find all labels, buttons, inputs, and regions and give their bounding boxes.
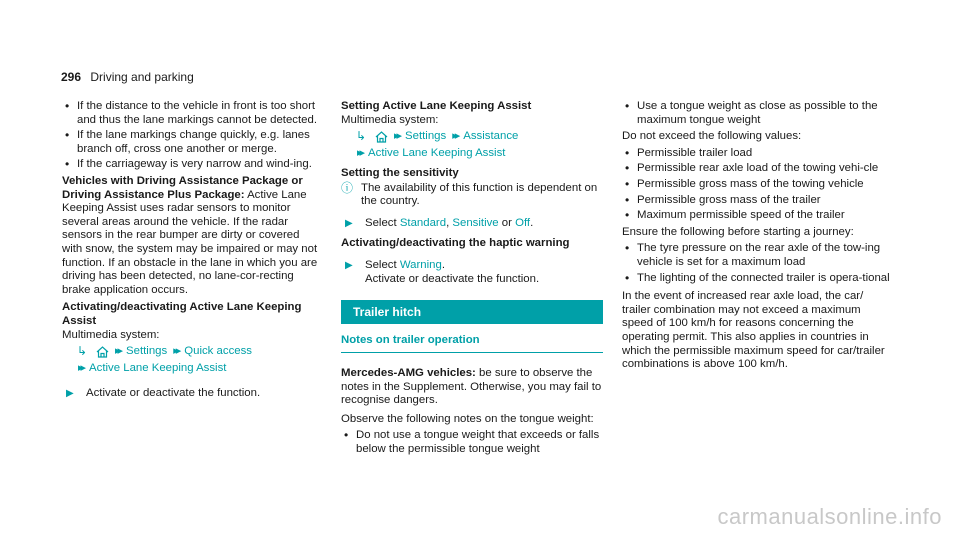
haptic-action [365,259,539,286]
list-item: • If the carriageway is very narrow and wind-ing. [62,158,322,172]
multimedia-label: Multimedia system: [341,113,439,126]
list-item: • The lighting of the connected trailer is opera-tional [622,272,890,286]
path-active-lane-keeping-assist[interactable]: Active Lane Keeping Assist [368,146,506,159]
select-prefix: Select [365,216,400,229]
return-arrow-icon: ↳ [355,128,367,143]
sensitivity-heading: Setting the sensitivity [341,167,459,180]
option-warning[interactable]: Warning [399,259,442,272]
action-step [341,259,603,286]
menu-path [341,128,603,162]
action-triangle-icon: ▶ [66,388,74,400]
separator: . [441,259,445,272]
final-paragraph: In the event of increased rear axle load, the car/ trailer combination may not exceed a maximum speed of 100 km/h for reasons concerning the operating permit. This also applies in countries in which the permissible maximum speed for car/trailer combinations is above 100 km/h. [622,290,885,371]
option-sensitive[interactable]: Sensitive [452,216,499,229]
path-active-lane-keeping-assist[interactable]: Active Lane Keeping Assist [89,361,227,374]
section-title: Driving and parking [90,70,194,84]
column-3 [622,100,890,375]
list-item: • If the lane markings change quickly, e.g. lanes branch off, cross one another or merge. [62,129,322,156]
observe-paragraph: Observe the following notes on the tongue weight: [341,412,594,425]
column-1 [62,100,322,407]
info-icon: ⓘ [341,180,354,195]
action-text: Activate or deactivate the function. [86,387,261,400]
do-not-exceed: Do not exceed the following values: [622,130,802,143]
vehicles-bold: Vehicles with Driving Assistance Package or Driving Assistance Plus Package: [62,174,303,201]
amg-bold: Mercedes-AMG vehicles: [341,366,476,379]
option-standard[interactable]: Standard [399,216,447,229]
list-item: • If the distance to the vehicle in front is too short and thus the lane markings cannot be detected. [62,100,322,127]
list-item: • Permissible rear axle load of the towing vehi-cle [622,162,890,176]
list-item: • Permissible gross mass of the trailer [622,194,890,208]
action-step [341,217,603,231]
action-triangle-icon: ▶ [345,260,353,272]
ensure-paragraph: Ensure the following before starting a journey: [622,225,854,238]
path-quick-access[interactable]: Quick access [184,344,252,357]
tongue-weight-list-continued [622,100,890,127]
double-chevron-icon: ▸▸ [452,129,458,142]
select-prefix: Select [365,259,400,272]
list-item: • The tyre pressure on the rear axle of the tow-ing vehicle is set for a maximum load [622,242,890,269]
double-chevron-icon: ▸▸ [394,129,400,142]
list-item: • Do not use a tongue weight that exceeds or falls below the permissible tongue weight [341,429,603,456]
path-settings[interactable]: Settings [405,129,447,142]
list-item: • Permissible gross mass of the towing vehicle [622,178,890,192]
multimedia-label: Multimedia system: [62,328,160,341]
haptic-heading: Activating/deactivating the haptic warning [341,236,570,249]
vehicles-text: Active Lane Keeping Assist uses radar sensors to monitor several areas around the vehicle. If the radar sensors in the rear bumper are dirty or covered with snow, the system may be impaired or may not function. If an obstacle in the lane in which you are driving has been detected, no lane-cor-recting brake application occurs. [62,188,318,296]
home-icon [96,346,109,358]
separator: . [530,216,534,229]
info-note [341,182,603,209]
list-item: • Use a tongue weight as close as possible to the maximum tongue weight [622,100,890,127]
separator: or [498,216,516,229]
limits-list [622,147,890,223]
haptic-action-text: Activate or deactivate the function. [365,272,540,285]
double-chevron-icon: ▸▸ [115,344,121,357]
section-banner: Trailer hitch [341,300,603,324]
double-chevron-icon: ▸▸ [357,146,363,159]
conditions-list [62,100,322,172]
note-text: The availability of this function is dependent on the country. [361,181,598,208]
list-item: • Permissible trailer load [622,147,890,161]
path-settings[interactable]: Settings [126,344,168,357]
list-item: • Maximum permissible speed of the trailer [622,209,890,223]
vehicles-paragraph [62,175,322,297]
amg-paragraph [341,367,603,408]
tongue-weight-list [341,429,603,456]
subsection-heading: Notes on trailer operation [341,334,603,353]
page-number: 296 [61,70,82,84]
separator: , [446,216,453,229]
return-arrow-icon: ↳ [76,343,88,358]
watermark: carmanualsonline.info [717,504,942,529]
path-assistance[interactable]: Assistance [463,129,519,142]
home-icon [375,131,388,143]
double-chevron-icon: ▸▸ [78,361,84,374]
setting-heading: Setting Active Lane Keeping Assist [341,100,532,112]
action-step [62,387,322,401]
action-triangle-icon: ▶ [345,217,353,229]
option-off[interactable]: Off [515,216,531,229]
activating-heading: Activating/deactivating Active Lane Keeping Assist [62,301,302,327]
select-sensitivity-text [365,217,533,231]
menu-path [62,343,322,377]
column-2 [341,100,603,460]
page-header [61,70,194,85]
double-chevron-icon: ▸▸ [173,344,179,357]
amg-text: be sure to observe the notes in the Supplement. Otherwise, you may fail to recognise dangers. [341,366,602,407]
journey-checklist [622,242,890,285]
